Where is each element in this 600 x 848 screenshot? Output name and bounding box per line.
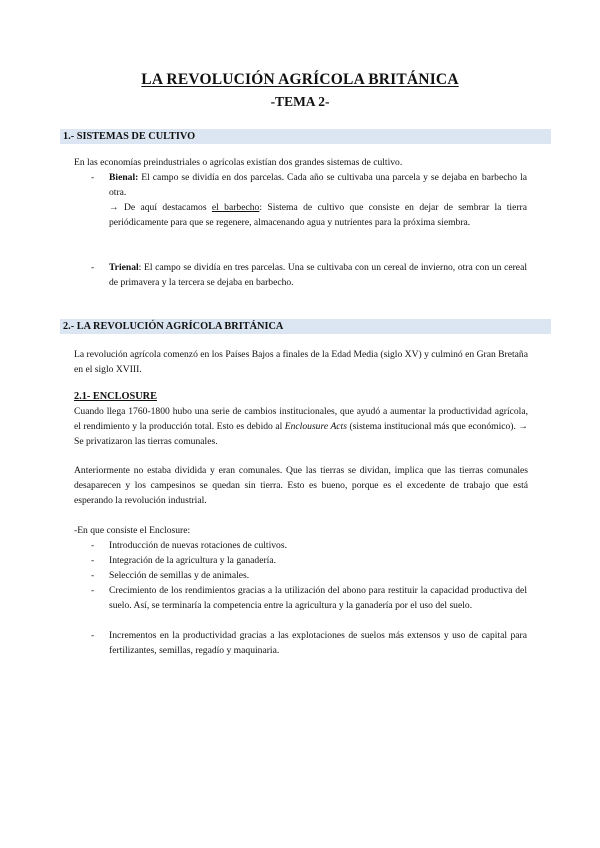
trienal-item xyxy=(109,260,527,290)
p1-post: (sistema institucional más que económico). → Se privatizaron las tierras comunales. xyxy=(74,421,528,447)
list-item: Incrementos en la productividad gracias a las explotaciones de suelos más extensos y uso de capital para fertilizantes, semillas, regadío y maquinaria. xyxy=(109,630,527,656)
trienal-text: : El campo se dividía en tres parcelas. Una se cultivaba con un cereal de invierno, otra con un cereal de primavera y la tercera se dejaba en barbecho. xyxy=(109,262,527,288)
bullet-dash: - xyxy=(91,262,95,273)
list-intro: -En que consiste el Enclosure: xyxy=(74,525,191,536)
bienal-item xyxy=(109,170,527,200)
enclosure-heading: 2.1- ENCLOSURE xyxy=(74,391,157,402)
p1-pre: Cuando llega 1760-1800 hubo una serie de cambios institucionales, que ayudó a aumentar la productividad agrícola, el rendimiento y la producción total. Esto es debido al xyxy=(74,406,528,432)
bullet-dash: - xyxy=(91,540,95,551)
section-2-heading: 2.- LA REVOLUCIÓN AGRÍCOLA BRITÁNICA xyxy=(60,319,551,334)
enclosure-paragraph-2: Anteriormente no estaba dividida y eran comunales. Que las tierras se dividan, implica que las tierras comunales desaparecen y los campesinos se quedan sin tierra. Esto es bueno, porque es el excedente de trabajo que está esperando la revolución industrial. xyxy=(74,465,528,506)
barbecho-term: el barbecho xyxy=(211,202,260,213)
list-item: Integración de la agricultura y la ganadería. xyxy=(109,555,277,566)
list-item: Selección de semillas y de animales. xyxy=(109,570,250,581)
section-1-heading: 1.- SISTEMAS DE CULTIVO xyxy=(60,129,551,144)
bullet-dash: - xyxy=(91,585,95,596)
document-subtitle: -TEMA 2- xyxy=(270,94,330,109)
section-2-intro: La revolución agrícola comenzó en los Países Bajos a finales de la Edad Media (siglo XV) y culminó en Gran Bretaña en el siglo XVIII. xyxy=(74,349,528,375)
list-item: Crecimiento de los rendimientos gracias a la utilización del abono para restituir la capacidad productiva del suelo. Así, se terminaría la competencia entre la agricultura y la ganadería por el uso del suelo. xyxy=(109,585,527,611)
section-1-intro: En las economías preindustriales o agrícolas existían dos grandes sistemas de cultivo. xyxy=(74,157,403,168)
bienal-label: Bienal: xyxy=(109,172,139,183)
arrow-post: : Sistema de cultivo que consiste en dejar de sembrar la tierra periódicamente para que se regenere, almacenando agua y nutrientes para la próxima siembra. xyxy=(109,202,527,228)
bullet-dash: - xyxy=(91,630,95,641)
list-item: Introducción de nuevas rotaciones de cultivos. xyxy=(109,540,287,551)
barbecho-note xyxy=(109,200,527,230)
arrow-pre: → De aquí destacamos xyxy=(109,202,212,213)
enclosure-acts: Enclousure Acts xyxy=(284,421,347,432)
bullet-dash: - xyxy=(91,555,95,566)
trienal-label: Trienal xyxy=(109,262,139,273)
bullet-dash: - xyxy=(91,570,95,581)
enclosure-paragraph-1 xyxy=(74,404,528,449)
bullet-dash: - xyxy=(91,172,95,183)
document-title: LA REVOLUCIÓN AGRÍCOLA BRITÁNICA xyxy=(141,71,459,88)
bienal-text: El campo se dividía en dos parcelas. Cada año se cultivaba una parcela y se dejaba en barbecho la otra. xyxy=(109,172,527,198)
